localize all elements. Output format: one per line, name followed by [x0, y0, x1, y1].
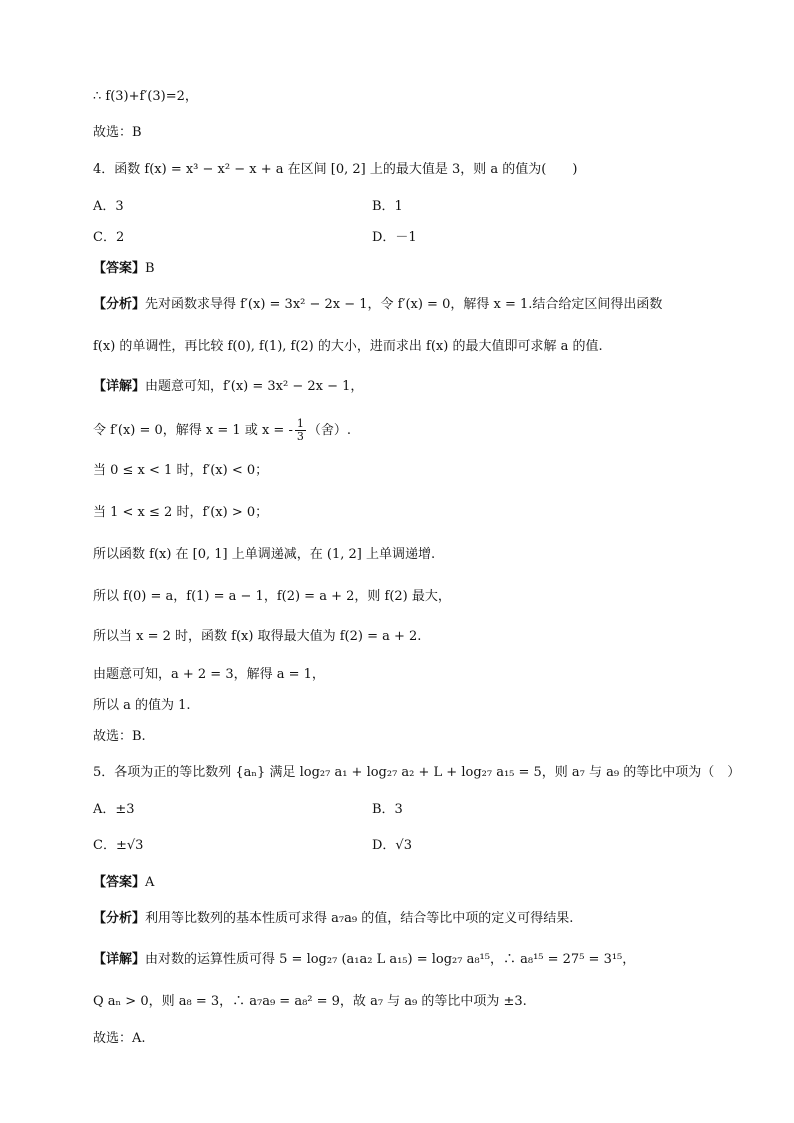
- question-4: 4．函数 f(x) = x³ − x² − x + a 在区间 [0, 2] 上的最大值是 3，则 a 的值为( ): [93, 162, 578, 177]
- analysis-text: 利用等比数列的基本性质可求得 a₇a₉ 的值，结合等比中项的定义可得结果.: [145, 911, 574, 926]
- q5-detail-line-3: 故选：A.: [93, 1031, 146, 1046]
- q4-detail-line-9: 所以 a 的值为 1.: [93, 698, 191, 713]
- q5-detail-line-1: [93, 951, 635, 969]
- detail-tag: 【详解】: [93, 379, 146, 394]
- detail-text-a: 令 f′(x) = 0，解得 x = 1 或 x = -: [93, 423, 293, 438]
- question-5: 5．各项为正的等比数列 {aₙ} 满足 log₂₇ a₁ + log₂₇ a₂ + L + log₂₇ a₁₅ = 5，则 a₇ 与 a₉ 的等比中项为（ ）: [93, 765, 741, 780]
- q4-detail-line-3: 当 0 ≤ x < 1 时，f′(x) < 0；: [93, 463, 269, 478]
- q4-option-a: A．3: [93, 199, 124, 214]
- q4-detail-line-8: 由题意可知，a + 2 = 3，解得 a = 1，: [93, 667, 325, 682]
- detail-text-b: （舍）.: [307, 423, 351, 438]
- answer-tag: 【答案】: [93, 261, 146, 276]
- fraction-denominator: 3: [296, 430, 304, 443]
- q4-detail-line-6: 所以 f(0) = a，f(1) = a − 1，f(2) = a + 2，则 f(2) 最大，: [93, 589, 451, 604]
- fraction: [295, 418, 306, 443]
- detail-text: 由题意可知，f′(x) = 3x² − 2x − 1，: [145, 379, 364, 394]
- analysis-tag: 【分析】: [93, 297, 146, 312]
- choice-line: 故选：B: [93, 125, 142, 140]
- q4-analysis-line-1: [93, 296, 662, 314]
- q4-analysis-line-2: f(x) 的单调性，再比较 f(0), f(1), f(2) 的大小，进而求出 f(x) 的最大值即可求解 a 的值.: [93, 339, 603, 354]
- q4-detail-line-1: [93, 378, 363, 396]
- detail-text: 由对数的运算性质可得 5 = log₂₇ (a₁a₂ L a₁₅) = log₂₇ a₈¹⁵，∴ a₈¹⁵ = 27⁵ = 3¹⁵，: [145, 952, 636, 967]
- q4-detail-line-7: 所以当 x = 2 时，函数 f(x) 取得最大值为 f(2) = a + 2.: [93, 629, 422, 644]
- q4-answer: [93, 260, 155, 278]
- q5-analysis-line-1: [93, 910, 573, 928]
- q5-option-b: B．3: [372, 802, 403, 817]
- answer-value: B: [145, 261, 155, 276]
- detail-tag: 【详解】: [93, 952, 146, 967]
- analysis-tag: 【分析】: [93, 911, 146, 926]
- q4-detail-line-10: 故选：B.: [93, 729, 146, 744]
- q5-option-a: A．±3: [93, 802, 135, 817]
- q4-detail-line-4: 当 1 < x ≤ 2 时，f′(x) > 0；: [93, 505, 269, 520]
- q5-detail-line-2: Q aₙ > 0，则 a₈ = 3，∴ a₇a₉ = a₈² = 9，故 a₇ 与 a₉ 的等比中项为 ±3.: [93, 994, 527, 1009]
- fraction-numerator: 1: [296, 417, 304, 430]
- q4-option-c: C．2: [93, 230, 125, 245]
- q4-option-b: B．1: [372, 199, 403, 214]
- q4-detail-line-2: [93, 418, 351, 443]
- analysis-text: 先对函数求导得 f′(x) = 3x² − 2x − 1，令 f′(x) = 0，解得 x = 1.结合给定区间得出函数: [145, 297, 663, 312]
- q4-detail-line-5: 所以函数 f(x) 在 [0, 1] 上单调递减，在 (1, 2] 上单调递增.: [93, 547, 436, 562]
- q5-option-c: C．±√3: [93, 838, 144, 853]
- q4-option-d: D．－1: [372, 230, 417, 245]
- q5-option-d: D．√3: [372, 838, 412, 853]
- conclusion-line: ∴ f(3)+f′(3)=2，: [93, 89, 198, 104]
- q5-answer: [93, 874, 154, 892]
- answer-tag: 【答案】: [93, 875, 146, 890]
- answer-value: A: [145, 875, 155, 890]
